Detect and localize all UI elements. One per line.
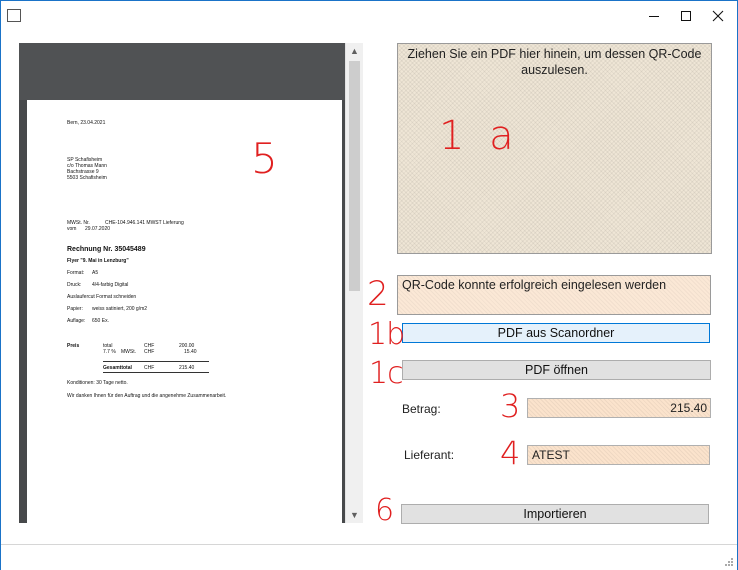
status-message: QR-Code konnte erfolgreich eingelesen werden	[402, 278, 667, 292]
doc-vat-amount: 15.40	[184, 349, 197, 355]
annotation-6: 6	[375, 493, 395, 528]
annotation-4: 4	[500, 434, 521, 472]
doc-total-value: 200.00	[179, 343, 195, 349]
doc-recipient: Bachstrasse 9	[67, 169, 99, 175]
annotation-2: 2	[367, 274, 389, 314]
supplier-label: Lieferant:	[404, 448, 455, 462]
pdf-preview-scrollbar[interactable]	[345, 43, 363, 523]
resize-grip-icon[interactable]	[724, 557, 734, 567]
annotation-1c: 1c	[369, 356, 403, 391]
status-message-box	[397, 275, 711, 315]
doc-paper-label: Papier:	[67, 306, 83, 312]
doc-total-label: total	[103, 343, 113, 349]
doc-recipient: 5503 Schafisheim	[67, 175, 107, 181]
doc-run-value: 650 Ex.	[92, 318, 109, 324]
app-icon	[7, 9, 21, 22]
pdf-page	[27, 100, 342, 523]
doc-print-value: 4/4-farbig Digital	[92, 282, 129, 288]
annotation-1b: 1b	[368, 317, 405, 352]
pdf-preview-toolbar-area	[19, 43, 345, 100]
doc-cut-line: Auslaufercut Format schneiden	[67, 294, 137, 300]
annotation-5: 5	[251, 134, 278, 183]
doc-run-label: Auflage:	[67, 318, 86, 324]
doc-grand-rule	[103, 372, 209, 373]
pdf-preview[interactable]	[19, 43, 363, 523]
title-bar	[1, 1, 737, 31]
scroll-up-icon[interactable]: ▲	[350, 46, 359, 56]
scroll-down-icon[interactable]: ▼	[350, 510, 359, 520]
amount-field[interactable]	[527, 398, 711, 418]
doc-paper-value: weiss satiniert, 200 g/m2	[92, 306, 148, 312]
doc-print-label: Druck:	[67, 282, 82, 288]
doc-format-label: Format:	[67, 270, 85, 276]
scan-folder-button[interactable]: PDF aus Scanordner	[402, 323, 710, 343]
drop-zone-line: auszulesen.	[521, 63, 588, 77]
doc-grand-value: 215.40	[179, 365, 195, 371]
open-pdf-button[interactable]: PDF öffnen	[402, 360, 711, 380]
doc-price-label: Preis	[67, 343, 80, 349]
doc-date-value: 29.07.2020	[85, 226, 111, 232]
minimize-button[interactable]	[637, 1, 671, 31]
doc-conditions: Konditionen: 30 Tage netto.	[67, 380, 128, 386]
close-icon	[712, 10, 724, 22]
doc-invoice-title: Rechnung Nr. 35045489	[67, 246, 146, 253]
maximize-button[interactable]	[669, 1, 703, 31]
annotation-3: 3	[500, 387, 521, 425]
doc-subtitle: Flyer "9. Mai in Lenzburg"	[67, 258, 129, 264]
doc-vat-value: CHE-104.946.141 MWST Lieferung	[105, 220, 184, 226]
doc-total-rule	[103, 361, 209, 362]
amount-value: 215.40	[670, 401, 707, 415]
doc-vat-label: MWSt. Nr.	[67, 220, 90, 226]
doc-grand-label: Gesamttotal	[103, 365, 132, 371]
doc-date-label: vom	[67, 226, 77, 232]
doc-currency: CHF	[144, 349, 155, 355]
doc-place-date: Bern, 23.04.2021	[67, 120, 106, 126]
annotation-1a: 1 a	[439, 113, 520, 159]
doc-format-value: A5	[92, 270, 99, 276]
doc-recipient: c/o Thomas Mann	[67, 163, 107, 169]
minimize-icon	[648, 10, 660, 22]
supplier-field[interactable]	[527, 445, 710, 465]
doc-vat-short: MWSt.	[121, 349, 136, 355]
drop-zone-text	[398, 46, 711, 78]
doc-thanks: Wir danken Ihnen für den Auftrag und die angenehme Zusammenarbeit.	[67, 393, 227, 399]
amount-label: Betrag:	[402, 402, 441, 416]
doc-currency: CHF	[144, 343, 155, 349]
close-button[interactable]	[701, 1, 735, 31]
doc-vat-percent: 7.7 %	[103, 349, 116, 355]
drop-zone-line: Ziehen Sie ein PDF hier hinein, um dessen QR-Code	[407, 47, 702, 61]
scroll-thumb[interactable]	[349, 61, 360, 291]
maximize-icon	[680, 10, 692, 22]
doc-recipient: SP Schafisheim	[67, 157, 103, 163]
doc-currency: CHF	[144, 365, 155, 371]
status-bar	[1, 544, 737, 570]
supplier-value: ATEST	[532, 448, 570, 462]
import-button[interactable]: Importieren	[401, 504, 709, 524]
